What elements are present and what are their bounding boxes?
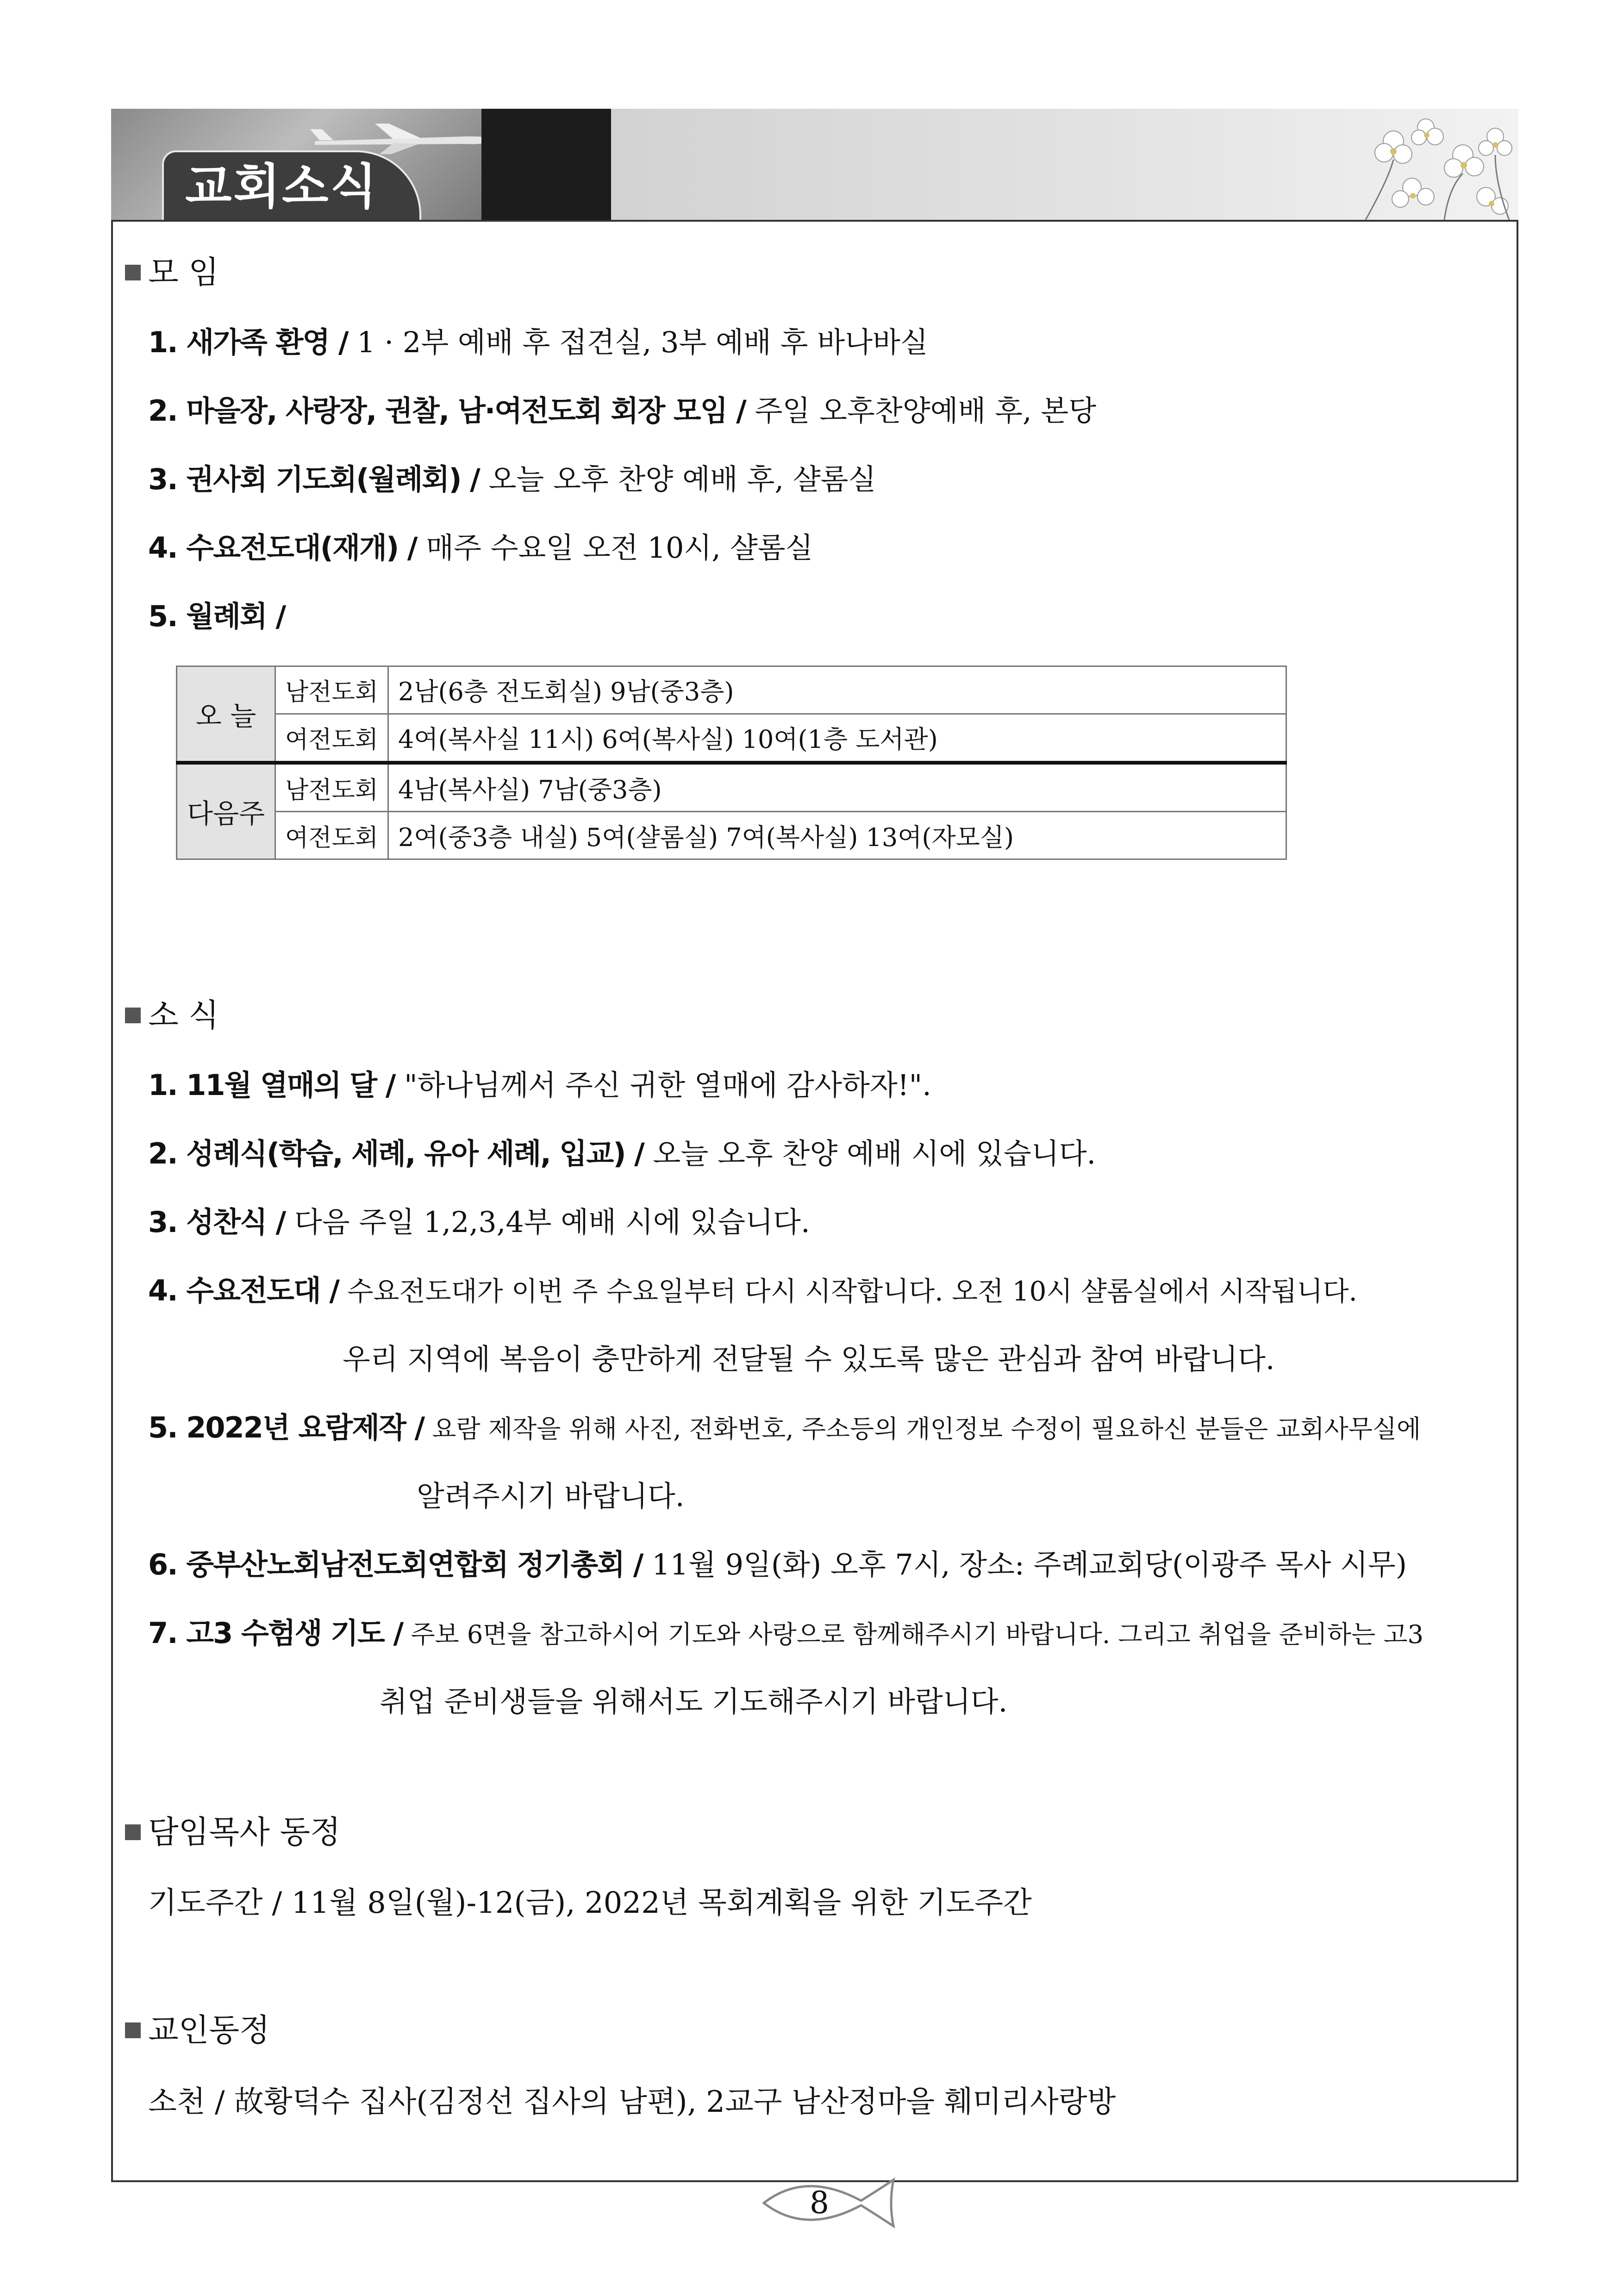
- meeting-item: 2. 마을장, 사랑장, 권찰, 남·여전도회 회장 모임 / 주일 오후찬양예배 후, 본당: [148, 394, 1097, 428]
- table-row: [177, 812, 1286, 859]
- member-news-text: 소천 / 故황덕수 집사(김정선 집사의 남편), 2교구 남산정마을 훼미리사랑방: [148, 2085, 1116, 2119]
- table-kind-cell: 여전도회: [275, 812, 388, 859]
- header-banner: [111, 109, 1518, 220]
- news-item: 2. 성례식(학습, 세례, 유아 세례, 입교) / 오늘 오후 찬양 예배 시에 있습니다.: [148, 1137, 1096, 1170]
- section-heading-meetings: 모 임: [125, 252, 219, 294]
- table-row: [177, 714, 1286, 763]
- table-detail-cell: 2여(중3층 내실) 5여(샬롬실) 7여(복사실) 13여(자모실): [388, 812, 1286, 859]
- table-row: [177, 763, 1286, 812]
- section-heading-members: 교인동정: [125, 2010, 270, 2052]
- news-item-continuation: 취업 준비생들을 위해서도 기도해주시기 바랍니다.: [380, 1685, 1008, 1718]
- flowers-decoration: [1356, 109, 1518, 220]
- table-kind-cell: 남전도회: [275, 763, 388, 812]
- table-row: [177, 666, 1286, 714]
- news-item: 4. 수요전도대 / 수요전도대가 이번 주 수요일부터 다시 시작합니다. 오전 10시 샬롬실에서 시작됩니다.: [148, 1274, 1357, 1307]
- page-title: 교회소식: [185, 158, 379, 215]
- square-bullet-icon: [125, 2022, 141, 2038]
- news-item-continuation: 우리 지역에 복음이 충만하게 전달될 수 있도록 많은 관심과 참여 바랍니다.: [343, 1342, 1275, 1376]
- page-number: 8: [810, 2185, 829, 2221]
- square-bullet-icon: [125, 1824, 141, 1840]
- table-detail-cell: 4여(복사실 11시) 6여(복사실) 10여(1층 도서관): [388, 714, 1286, 763]
- meeting-item: 1. 새가족 환영 / 1 · 2부 예배 후 접견실, 3부 예배 후 바나바실: [148, 325, 928, 359]
- table-kind-cell: 여전도회: [275, 714, 388, 763]
- news-item-continuation: 알려주시기 바랍니다.: [417, 1479, 685, 1513]
- news-item: 5. 2022년 요람제작 / 요람 제작을 위해 사진, 전화번호, 주소등의 개인정보 수정이 필요하신 분들은 교회사무실에: [148, 1411, 1421, 1444]
- banner-dark-block: [481, 109, 611, 220]
- table-group-cell: 다음주: [177, 763, 275, 859]
- news-item: 3. 성찬식 / 다음 주일 1,2,3,4부 예배 시에 있습니다.: [148, 1205, 810, 1239]
- square-bullet-icon: [125, 265, 141, 280]
- news-item: 7. 고3 수험생 기도 / 주보 6면을 참고하시어 기도와 사랑으로 함께해주시기 바랍니다. 그리고 취업을 준비하는 고3: [148, 1616, 1423, 1650]
- table-kind-cell: 남전도회: [275, 666, 388, 714]
- news-item: 6. 중부산노회남전도회연합회 정기총회 / 11월 9일(화) 오후 7시, 장소: 주례교회당(이광주 목사 시무): [148, 1548, 1407, 1581]
- section-heading-pastor: 담임목사 동정: [125, 1812, 341, 1854]
- section-heading-news: 소 식: [125, 995, 219, 1037]
- meeting-item: 4. 수요전도대(재개) / 매주 수요일 오전 10시, 샬롬실: [148, 531, 813, 565]
- meeting-item: 5. 월례회 /: [148, 599, 286, 633]
- table-group-cell: 오 늘: [177, 666, 275, 763]
- news-item: 1. 11월 열매의 달 / "하나님께서 주신 귀한 열매에 감사하자!".: [148, 1068, 931, 1102]
- pastor-schedule-text: 기도주간 / 11월 8일(월)-12(금), 2022년 목회계획을 위한 기도주간: [148, 1886, 1032, 1920]
- table-detail-cell: 2남(6층 전도회실) 9남(중3층): [388, 666, 1286, 714]
- meeting-item: 3. 권사회 기도회(월례회) / 오늘 오후 찬양 예배 후, 샬롬실: [148, 462, 876, 496]
- square-bullet-icon: [125, 1008, 141, 1023]
- monthly-meeting-table: [176, 666, 1287, 860]
- table-detail-cell: 4남(복사실) 7남(중3층): [388, 763, 1286, 812]
